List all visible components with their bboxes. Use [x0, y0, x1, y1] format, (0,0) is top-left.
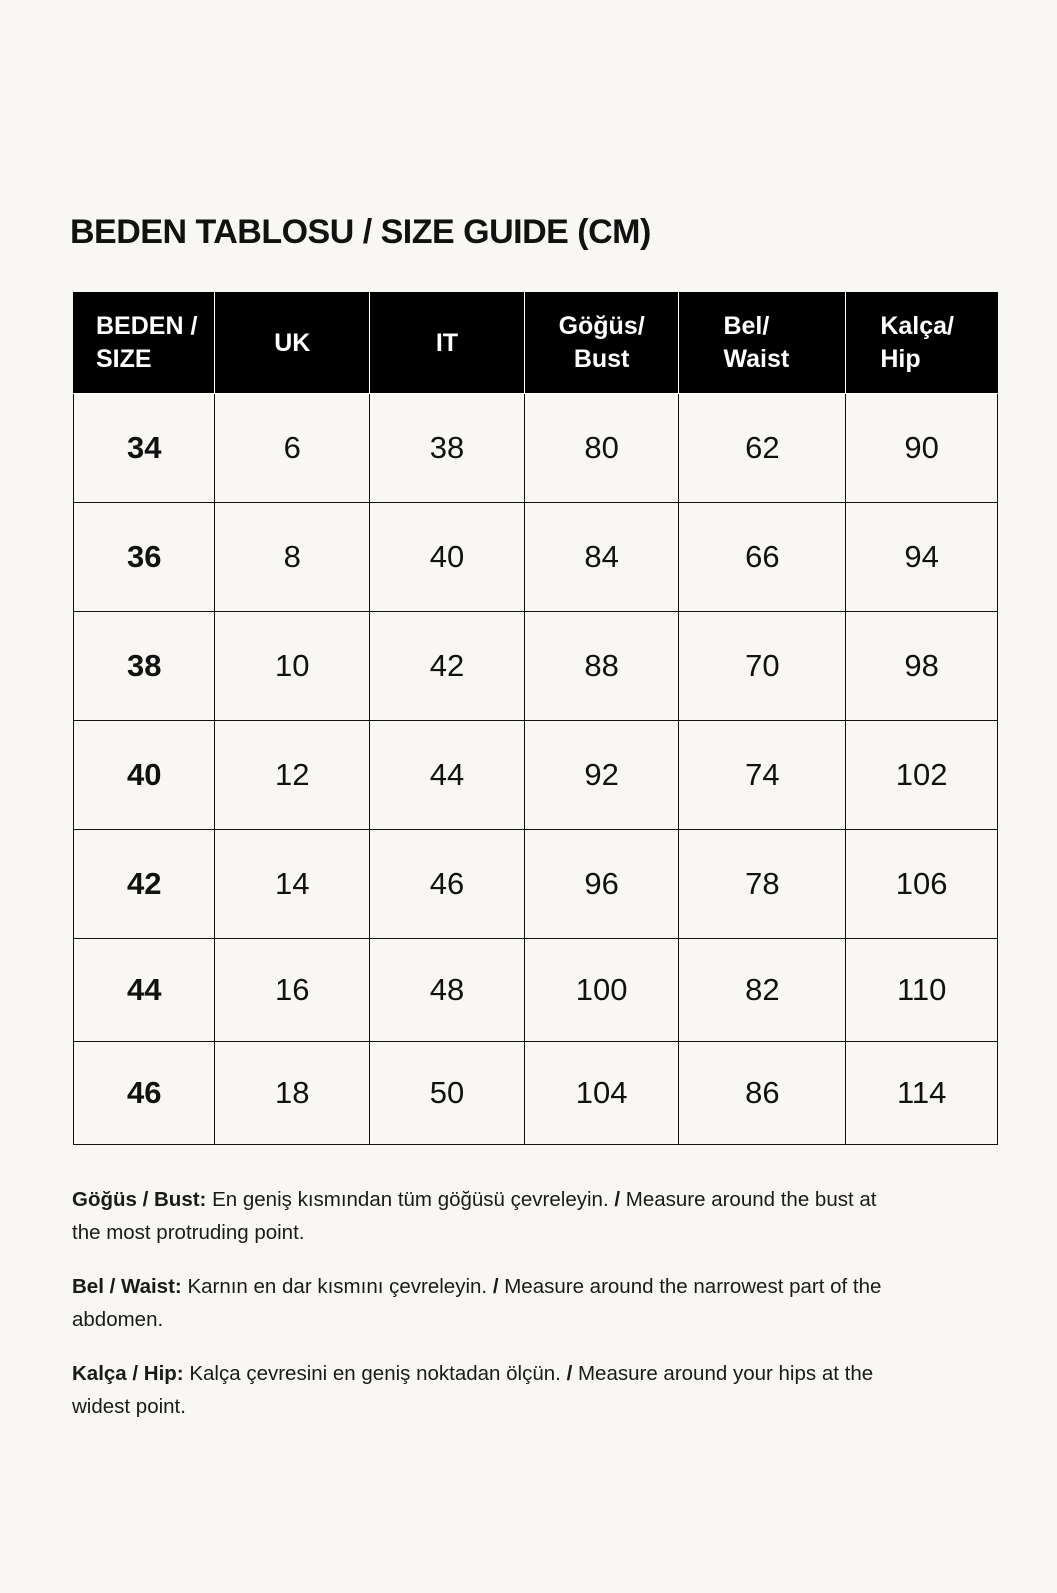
table-header: [74, 293, 998, 394]
cell-hip: 114: [846, 1042, 998, 1145]
cell-it: 40: [370, 503, 525, 612]
note-hip-en: Measure around your hips at the widest point.: [72, 1362, 874, 1418]
note-bust-en: Measure around the bust at the most protruding point.: [72, 1188, 877, 1244]
cell-bust: 88: [524, 612, 679, 721]
table-row: [74, 830, 998, 939]
cell-hip: 94: [846, 503, 998, 612]
cell-uk: 16: [215, 939, 370, 1042]
cell-waist: 66: [679, 503, 846, 612]
cell-waist: 82: [679, 939, 846, 1042]
cell-it: 44: [370, 721, 525, 830]
cell-bust: 92: [524, 721, 679, 830]
note-bust: [72, 1183, 902, 1249]
cell-uk: 12: [215, 721, 370, 830]
header-bust-line1: Göğüs/: [558, 312, 645, 340]
cell-uk: 10: [215, 612, 370, 721]
cell-waist: 86: [679, 1042, 846, 1145]
note-hip-label: Kalça / Hip:: [72, 1362, 184, 1385]
cell-hip: 110: [846, 939, 998, 1042]
cell-bust: 96: [524, 830, 679, 939]
header-bust: [524, 293, 679, 394]
cell-uk: 14: [215, 830, 370, 939]
header-size: [74, 293, 215, 394]
cell-uk: 6: [215, 394, 370, 503]
cell-hip: 90: [846, 394, 998, 503]
note-waist-separator: /: [492, 1275, 499, 1298]
cell-bust: 84: [524, 503, 679, 612]
cell-waist: 78: [679, 830, 846, 939]
header-row: [74, 293, 998, 394]
note-waist-en: Measure around the narrowest part of the abdomen.: [72, 1275, 882, 1331]
header-hip: [846, 293, 998, 394]
cell-size: 44: [74, 939, 215, 1042]
cell-uk: 18: [215, 1042, 370, 1145]
note-bust-tr: En geniş kısmından tüm göğüsü çevreleyin.: [212, 1188, 609, 1211]
table-row: [74, 503, 998, 612]
cell-hip: 98: [846, 612, 998, 721]
note-bust-separator: /: [614, 1188, 621, 1211]
header-hip-line2: Hip: [880, 345, 921, 373]
note-waist-tr: Karnın en dar kısmını çevreleyin.: [187, 1275, 488, 1298]
measurement-notes: [72, 1183, 902, 1444]
cell-bust: 80: [524, 394, 679, 503]
cell-it: 50: [370, 1042, 525, 1145]
cell-waist: 62: [679, 394, 846, 503]
cell-it: 46: [370, 830, 525, 939]
table-row: [74, 1042, 998, 1145]
header-it: [370, 293, 525, 394]
cell-size: 36: [74, 503, 215, 612]
cell-waist: 70: [679, 612, 846, 721]
cell-hip: 106: [846, 830, 998, 939]
header-size-line1: BEDEN /: [96, 312, 198, 340]
cell-it: 48: [370, 939, 525, 1042]
note-hip-tr: Kalça çevresini en geniş noktadan ölçün.: [189, 1362, 561, 1385]
header-uk-label: UK: [274, 328, 311, 357]
cell-bust: 100: [524, 939, 679, 1042]
note-waist-label: Bel / Waist:: [72, 1275, 182, 1298]
table-row: [74, 721, 998, 830]
page-title: BEDEN TABLOSU / SIZE GUIDE (CM): [70, 213, 651, 251]
table-body: [74, 394, 998, 1145]
cell-size: 38: [74, 612, 215, 721]
size-guide-table: [73, 292, 998, 1145]
cell-size: 46: [74, 1042, 215, 1145]
cell-it: 42: [370, 612, 525, 721]
note-waist: [72, 1270, 902, 1336]
header-bust-line2: Bust: [573, 345, 630, 373]
cell-size: 40: [74, 721, 215, 830]
header-waist-line1: Bel/: [723, 312, 770, 340]
header-waist-line2: Waist: [723, 345, 790, 373]
table-row: [74, 939, 998, 1042]
header-uk: [215, 293, 370, 394]
cell-uk: 8: [215, 503, 370, 612]
cell-waist: 74: [679, 721, 846, 830]
cell-size: 42: [74, 830, 215, 939]
header-waist: [679, 293, 846, 394]
header-hip-line1: Kalça/: [880, 312, 954, 340]
note-hip-separator: /: [566, 1362, 573, 1385]
header-it-label: IT: [435, 328, 459, 357]
note-bust-label: Göğüs / Bust:: [72, 1188, 207, 1211]
cell-size: 34: [74, 394, 215, 503]
cell-bust: 104: [524, 1042, 679, 1145]
table-row: [74, 394, 998, 503]
header-size-line2: SIZE: [96, 345, 152, 373]
table-row: [74, 612, 998, 721]
cell-hip: 102: [846, 721, 998, 830]
note-hip: [72, 1357, 902, 1423]
cell-it: 38: [370, 394, 525, 503]
